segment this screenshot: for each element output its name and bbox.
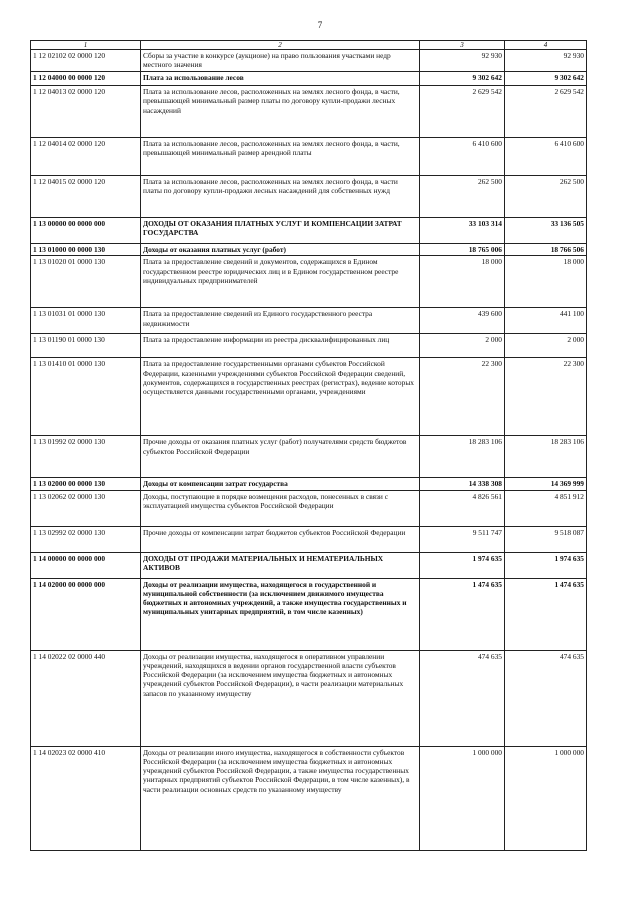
amount-col4-cell: 9 518 087 bbox=[505, 526, 587, 552]
revenue-name-cell: Плата за предоставление государственными органами субъектов Российской Федерации, казенными учреждениями субъектов Российской Федерации сведений, документов, содержащихся в государственных реестрах (регистрах), ведение которых осуществляется данными государственными органами, учреждениями bbox=[141, 358, 420, 436]
table-row bbox=[31, 746, 587, 850]
amount-col3-cell: 14 338 308 bbox=[420, 478, 505, 490]
revenue-name-cell: Доходы, поступающие в порядке возмещения расходов, понесенных в связи с эксплуатацией имущества субъектов Российской Федерации bbox=[141, 490, 420, 526]
amount-col3-cell: 1 000 000 bbox=[420, 746, 505, 850]
column-header-4: 4 bbox=[505, 41, 587, 50]
table-row bbox=[31, 478, 587, 490]
amount-col4-cell: 262 500 bbox=[505, 176, 587, 218]
revenue-name-cell: Плата за использование лесов, расположенных на землях лесного фонда, в части платы по договору купли-продажи лесных насаждений для собственных нужд bbox=[141, 176, 420, 218]
budget-code-cell: 1 13 01410 01 0000 130 bbox=[31, 358, 141, 436]
revenue-name-cell: Плата за предоставление сведений из Единого государственного реестра недвижимости bbox=[141, 308, 420, 334]
revenue-name-cell: Доходы от реализации имущества, находящегося в оперативном управлении учреждений, находящихся в ведении органов государственной власти субъектов Российской Федерации (за исключением имущества бюджетных и автономных учреждений субъектов Российской Федерации), в части реализации материальных запасов по указанному имуществу bbox=[141, 650, 420, 746]
revenue-name-cell: Доходы от реализации имущества, находящегося в государственной и муниципальной собственности (за исключением движимого имущества бюджетных и автономных учреждений, а также имущества государственных и муниципальных унитарных предприятий, в том числе казенных) bbox=[141, 578, 420, 650]
budget-code-cell: 1 12 04015 02 0000 120 bbox=[31, 176, 141, 218]
amount-col4-cell: 4 851 912 bbox=[505, 490, 587, 526]
table-row bbox=[31, 358, 587, 436]
amount-col4-cell: 2 000 bbox=[505, 334, 587, 358]
table-row bbox=[31, 308, 587, 334]
revenue-name-cell: ДОХОДЫ ОТ ОКАЗАНИЯ ПЛАТНЫХ УСЛУГ И КОМПЕНСАЦИИ ЗАТРАТ ГОСУДАРСТВА bbox=[141, 218, 420, 244]
revenue-name-cell: Доходы от компенсации затрат государства bbox=[141, 478, 420, 490]
budget-code-cell: 1 12 04014 02 0000 120 bbox=[31, 138, 141, 176]
amount-col3-cell: 33 103 314 bbox=[420, 218, 505, 244]
amount-col4-cell: 14 369 999 bbox=[505, 478, 587, 490]
budget-code-cell: 1 14 00000 00 0000 000 bbox=[31, 552, 141, 578]
table-body bbox=[31, 50, 587, 851]
table-header-row bbox=[31, 41, 587, 50]
amount-col4-cell: 9 302 642 bbox=[505, 72, 587, 86]
table-row bbox=[31, 334, 587, 358]
amount-col3-cell: 4 826 561 bbox=[420, 490, 505, 526]
revenue-name-cell: ДОХОДЫ ОТ ПРОДАЖИ МАТЕРИАЛЬНЫХ И НЕМАТЕРИАЛЬНЫХ АКТИВОВ bbox=[141, 552, 420, 578]
amount-col3-cell: 474 635 bbox=[420, 650, 505, 746]
amount-col3-cell: 2 629 542 bbox=[420, 86, 505, 138]
amount-col4-cell: 6 410 600 bbox=[505, 138, 587, 176]
budget-code-cell: 1 13 02000 00 0000 130 bbox=[31, 478, 141, 490]
revenue-name-cell: Плата за использование лесов, расположенных на землях лесного фонда, в части, превышающей минимальный размер платы по договору купли-продажи лесных насаждений bbox=[141, 86, 420, 138]
table-row bbox=[31, 490, 587, 526]
table-row bbox=[31, 218, 587, 244]
amount-col4-cell: 92 930 bbox=[505, 50, 587, 72]
amount-col3-cell: 18 000 bbox=[420, 256, 505, 308]
amount-col3-cell: 9 511 747 bbox=[420, 526, 505, 552]
revenue-name-cell: Прочие доходы от компенсации затрат бюджетов субъектов Российской Федерации bbox=[141, 526, 420, 552]
budget-code-cell: 1 12 02102 02 0000 120 bbox=[31, 50, 141, 72]
table-row bbox=[31, 244, 587, 256]
column-header-2: 2 bbox=[141, 41, 420, 50]
amount-col3-cell: 6 410 600 bbox=[420, 138, 505, 176]
budget-code-cell: 1 12 04000 00 0000 120 bbox=[31, 72, 141, 86]
budget-code-cell: 1 12 04013 02 0000 120 bbox=[31, 86, 141, 138]
table-row bbox=[31, 526, 587, 552]
column-header-3: 3 bbox=[420, 41, 505, 50]
revenue-name-cell: Доходы от реализации иного имущества, находящегося в собственности субъектов Российской Федерации (за исключением имущества бюджетных и автономных учреждений субъектов Российской Федерации, а также имущества государственных унитарных предприятий субъектов Российской Федерации, в том числе казенных), в части реализации основных средств по указанному имуществу bbox=[141, 746, 420, 850]
amount-col3-cell: 18 283 106 bbox=[420, 436, 505, 478]
amount-col4-cell: 441 100 bbox=[505, 308, 587, 334]
page-number: 7 bbox=[317, 20, 323, 30]
amount-col3-cell: 1 474 635 bbox=[420, 578, 505, 650]
budget-code-cell: 1 13 02992 02 0000 130 bbox=[31, 526, 141, 552]
amount-col4-cell: 2 629 542 bbox=[505, 86, 587, 138]
revenue-name-cell: Прочие доходы от оказания платных услуг (работ) получателями средств бюджетов субъектов Российской Федерации bbox=[141, 436, 420, 478]
budget-code-cell: 1 13 01000 00 0000 130 bbox=[31, 244, 141, 256]
revenue-name-cell: Плата за предоставление сведений и документов, содержащихся в Едином государственном реестре юридических лиц и в Едином государственном реестре индивидуальных предпринимателей bbox=[141, 256, 420, 308]
budget-code-cell: 1 13 01031 01 0000 130 bbox=[31, 308, 141, 334]
amount-col3-cell: 22 300 bbox=[420, 358, 505, 436]
amount-col4-cell: 18 766 506 bbox=[505, 244, 587, 256]
revenue-table bbox=[30, 40, 587, 851]
budget-code-cell: 1 13 01020 01 0000 130 bbox=[31, 256, 141, 308]
amount-col3-cell: 92 930 bbox=[420, 50, 505, 72]
table-row bbox=[31, 138, 587, 176]
table-row bbox=[31, 650, 587, 746]
amount-col3-cell: 18 765 006 bbox=[420, 244, 505, 256]
budget-code-cell: 1 14 02022 02 0000 440 bbox=[31, 650, 141, 746]
amount-col3-cell: 1 974 635 bbox=[420, 552, 505, 578]
revenue-name-cell: Плата за предоставление информации из реестра дисквалифицированных лиц bbox=[141, 334, 420, 358]
amount-col4-cell: 1 000 000 bbox=[505, 746, 587, 850]
table-row bbox=[31, 552, 587, 578]
table-row bbox=[31, 86, 587, 138]
budget-code-cell: 1 14 02000 00 0000 000 bbox=[31, 578, 141, 650]
budget-code-cell: 1 13 02062 02 0000 130 bbox=[31, 490, 141, 526]
amount-col4-cell: 474 635 bbox=[505, 650, 587, 746]
column-header-1: 1 bbox=[31, 41, 141, 50]
amount-col3-cell: 9 302 642 bbox=[420, 72, 505, 86]
budget-code-cell: 1 13 01992 02 0000 130 bbox=[31, 436, 141, 478]
amount-col3-cell: 439 600 bbox=[420, 308, 505, 334]
table-row bbox=[31, 436, 587, 478]
budget-code-cell: 1 13 00000 00 0000 000 bbox=[31, 218, 141, 244]
amount-col4-cell: 1 474 635 bbox=[505, 578, 587, 650]
revenue-name-cell: Плата за использование лесов bbox=[141, 72, 420, 86]
amount-col4-cell: 18 283 106 bbox=[505, 436, 587, 478]
amount-col3-cell: 262 500 bbox=[420, 176, 505, 218]
revenue-name-cell: Сборы за участие в конкурсе (аукционе) на право пользования участками недр местного значения bbox=[141, 50, 420, 72]
table-row bbox=[31, 578, 587, 650]
amount-col4-cell: 1 974 635 bbox=[505, 552, 587, 578]
table-row bbox=[31, 72, 587, 86]
amount-col4-cell: 22 300 bbox=[505, 358, 587, 436]
amount-col4-cell: 18 000 bbox=[505, 256, 587, 308]
table-row bbox=[31, 176, 587, 218]
table-row bbox=[31, 256, 587, 308]
amount-col4-cell: 33 136 505 bbox=[505, 218, 587, 244]
budget-code-cell: 1 14 02023 02 0000 410 bbox=[31, 746, 141, 850]
table-row bbox=[31, 50, 587, 72]
amount-col3-cell: 2 000 bbox=[420, 334, 505, 358]
budget-code-cell: 1 13 01190 01 0000 130 bbox=[31, 334, 141, 358]
revenue-name-cell: Доходы от оказания платных услуг (работ) bbox=[141, 244, 420, 256]
revenue-name-cell: Плата за использование лесов, расположенных на землях лесного фонда, в части, превышающей минимальный размер арендной платы bbox=[141, 138, 420, 176]
